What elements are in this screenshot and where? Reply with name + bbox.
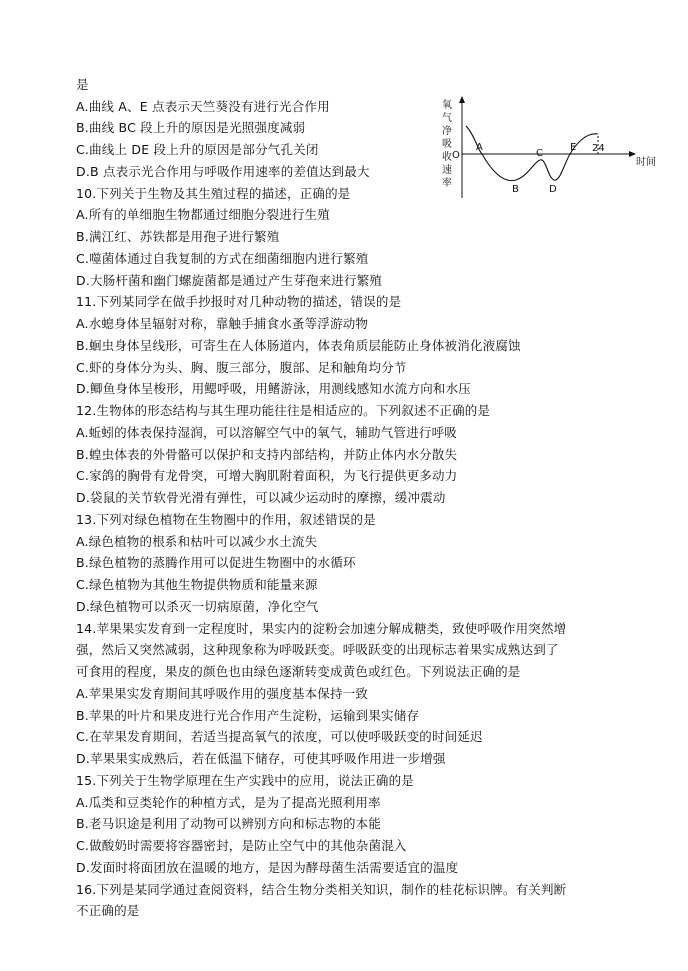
option-c: C.虾的身体分为头、胸、腹三部分，腹部、足和触角均分节 <box>76 360 407 375</box>
option-c: C.曲线上 DE 段上升的原因是部分气孔关闭 <box>76 142 319 157</box>
option-d: D.发面时将面团放在温暖的地方，是因为酵母菌生活需要适宜的温度 <box>76 860 459 875</box>
y-axis-arrow <box>459 96 465 103</box>
option-d: D.袋鼠的关节软骨光滑有弹性，可以减少运动时的摩擦，缓冲震动 <box>76 490 446 505</box>
x-axis-label: 时间 <box>636 157 656 168</box>
option-a: A.水螅身体呈辐射对称，靠触手捕食水蚤等浮游动物 <box>76 316 369 331</box>
question-title: 15.下列关于生物学原理在生产实践中的应用，说法正确的是 <box>76 773 414 788</box>
tick-24-label: 24 <box>592 143 605 154</box>
text-line: 是 <box>76 77 89 92</box>
option-d: D.苹果果实成熟后，若在低温下储存，可使其呼吸作用进一步增强 <box>76 751 446 766</box>
ylabel-char: 吸 <box>442 139 452 150</box>
option-c: C.家鸽的胸骨有龙骨突，可增大胸肌附着面积，为飞行提供更多动力 <box>76 468 458 483</box>
question-title: 13.下列对绿色植物在生物圈中的作用，叙述错误的是 <box>76 512 376 527</box>
option-c: C.绿色植物为其他生物提供物质和能量来源 <box>76 577 318 592</box>
oxygen-absorption-figure <box>436 94 676 216</box>
ylabel-char: 气 <box>442 113 452 124</box>
oxygen-curve <box>466 126 598 181</box>
option-c: C.在苹果发育期间，若适当提高氧气的浓度，可以使呼吸跃变的时间延迟 <box>76 729 483 744</box>
text-line: 不正确的是 <box>76 903 140 918</box>
option-b: B.绿色植物的蒸腾作用可以促进生物圈中的水循环 <box>76 555 356 570</box>
ylabel-char: 率 <box>442 178 452 189</box>
point-d-label: D <box>549 184 557 195</box>
option-b: B.苹果的叶片和果皮进行光合作用产生淀粉，运输到果实储存 <box>76 708 420 723</box>
origin-label: O <box>452 150 460 161</box>
ylabel-char: 氧 <box>442 100 452 111</box>
option-d: D.绿色植物可以杀灭一切病原菌，净化空气 <box>76 599 319 614</box>
option-b: B.蝗虫体表的外骨骼可以保护和支持内部结构，并防止体内水分散失 <box>76 447 458 462</box>
question-title: 14.苹果果实发育到一定程度时，果实内的淀粉会加速分解成糖类，致使呼吸作用突然增 <box>76 621 567 636</box>
option-c: C.做酸奶时需要将容器密封，是防止空气中的其他杂菌混入 <box>76 838 407 853</box>
x-axis-arrow <box>629 151 636 157</box>
option-d: D.B 点表示光合作用与呼吸作用速率的差值达到最大 <box>76 164 370 179</box>
text-line: 可食用的程度，果皮的颜色也由绿色逐渐转变成黄色或红色。下列说法正确的是 <box>76 664 521 679</box>
option-a: A.蚯蚓的体表保持湿润，可以溶解空气中的氧气，辅助气管进行呼吸 <box>76 425 458 440</box>
question-title: 10.下列关于生物及其生殖过程的描述，正确的是 <box>76 186 351 201</box>
point-a-label: A <box>476 142 483 153</box>
option-c: C.噬菌体通过自我复制的方式在细菌细胞内进行繁殖 <box>76 251 369 266</box>
option-a: A.苹果果实发育期间其呼吸作用的强度基本保持一致 <box>76 686 369 701</box>
point-b-label: B <box>512 184 519 195</box>
option-a: A.所有的单细胞生物都通过细胞分裂进行生殖 <box>76 207 331 222</box>
ylabel-char: 速 <box>442 165 452 176</box>
question-title: 12.生物体的形态结构与其生理功能往往是相适应的。下列叙述不正确的是 <box>76 403 491 418</box>
option-a: A.绿色植物的根系和枯叶可以减少水土流失 <box>76 534 318 549</box>
curve-diagram <box>436 94 676 216</box>
option-a: A.瓜类和豆类轮作的种植方式，是为了提高光照利用率 <box>76 795 381 810</box>
option-a: A.曲线 A、E 点表示天竺葵没有进行光合作用 <box>76 99 330 114</box>
text-line: 强，然后又突然减弱，这种现象称为呼吸跃变。呼吸跃变的出现标志着果实成熟达到了 <box>76 642 559 657</box>
option-b: B.曲线 BC 段上升的原因是光照强度减弱 <box>76 120 306 135</box>
point-c-label: C <box>536 148 543 159</box>
ylabel-char: 净 <box>442 126 452 137</box>
option-d: D.鲫鱼身体呈梭形，用鳃呼吸，用鳍游泳，用测线感知水流方向和水压 <box>76 381 471 396</box>
option-b: B.满江红、苏铁都是用孢子进行繁殖 <box>76 229 280 244</box>
point-e-label: E <box>570 142 577 153</box>
question-title: 16.下列是某同学通过查阅资料，结合生物分类相关知识，制作的桂花标识牌。有关判断 <box>76 882 567 897</box>
option-d: D.大肠杆菌和幽门螺旋菌都是通过产生芽孢来进行繁殖 <box>76 273 383 288</box>
option-b: B.老马识途是利用了动物可以辨别方向和标志物的本能 <box>76 816 382 831</box>
option-b: B.蛔虫身体呈线形，可寄生在人体肠道内，体表角质层能防止身体被消化液腐蚀 <box>76 338 521 353</box>
ylabel-char: 收 <box>442 152 452 163</box>
question-title: 11.下列某同学在做手抄报时对几种动物的描述，错误的是 <box>76 294 402 309</box>
